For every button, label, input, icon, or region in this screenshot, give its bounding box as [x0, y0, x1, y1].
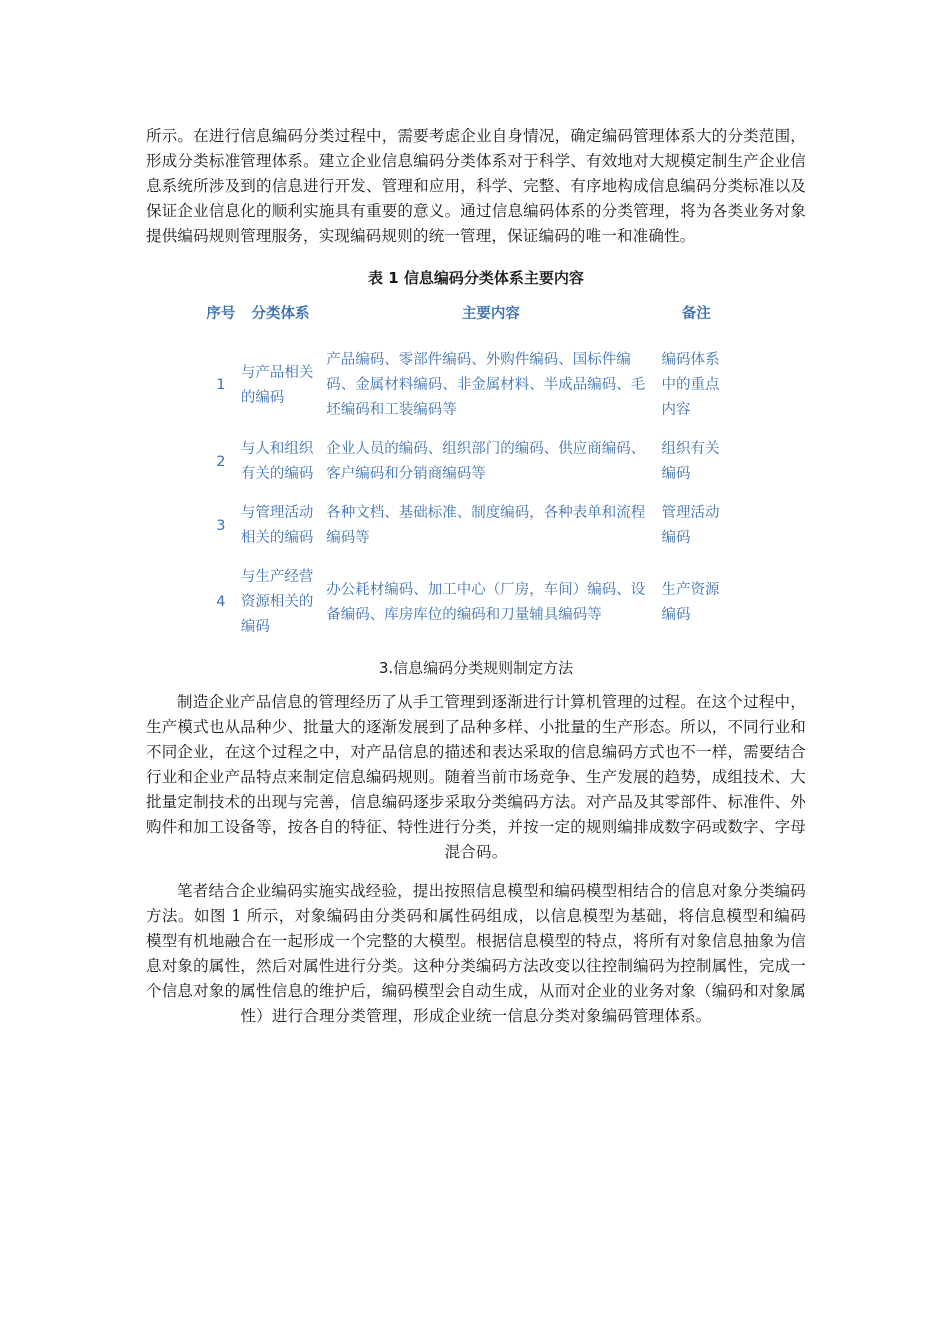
row-note: 组织有关编码 [661, 441, 720, 482]
row-note: 管理活动编码 [661, 505, 720, 546]
row-no: 4 [216, 594, 226, 610]
row-no: 1 [216, 377, 226, 393]
paragraph-gap [146, 865, 806, 879]
row-content: 企业人员的编码、组织部门的编码、供应商编码、客户编码和分销商编码等 [326, 441, 646, 482]
header-category: 分类体系 [251, 306, 310, 322]
document-page [146, 124, 806, 1029]
table-header-row [204, 302, 734, 341]
header-no: 序号 [206, 306, 236, 322]
body-paragraph-2: 制造企业产品信息的管理经历了从手工管理到逐渐进行计算机管理的过程。在这个过程中，生产模式也从品种少、批量大的逐渐发展到了品种多样、小批量的生产形态。所以，不同行业和不同企业，在这个过程之中，对产品信息的描述和表达采取的信息编码方式也不一样，需要结合行业和企业产品特点来制定信息编码规则。随着当前市场竞争、生产发展的趋势，成组技术、大批量定制技术的出现与完善，信息编码逐步采取分类编码方法。对产品及其零部件、标准件、外购件和加工设备等，按各自的特征、特性进行分类，并按一定的规则编排成数字码或数字、字母混合码。 [146, 693, 806, 861]
row-no: 3 [216, 517, 226, 534]
header-content: 主要内容 [461, 306, 520, 322]
body-paragraph-3: 笔者结合企业编码实施实战经验，提出按照信息模型和编码模型相结合的信息对象分类编码方法。如图 1 所示，对象编码由分类码和属性码组成，以信息模型为基础，将信息模型和编码模型有机地融合在一起形成一个完整的大模型。根据信息模型的特点，将所有对象信息抽象为信息对象的属性，然后对属性进行分类。这种分类编码方法改变以往控制编码为控制属性，完成一个信息对象的属性信息的维护后，编码模型会自动生成，从而对企业的业务对象（编码和对象属性）进行合理分类管理，形成企业统一信息分类对象编码管理体系。 [146, 882, 806, 1025]
row-no: 2 [216, 453, 226, 470]
table-row [204, 430, 734, 494]
encoding-classification-table [204, 302, 734, 647]
table-row [204, 558, 734, 647]
row-category: 与产品相关的编码 [240, 364, 314, 406]
table-caption: 表 1 信息编码分类体系主要内容 [368, 269, 584, 287]
row-note: 生产资源编码 [661, 581, 720, 623]
table-row [204, 494, 734, 558]
intro-paragraph: 所示。在进行信息编码分类过程中，需要考虑企业自身情况，确定编码管理体系大的分类范围，形成分类标准管理体系。建立企业信息编码分类体系对于科学、有效地对大规模定制生产企业信息系统所涉及到的信息进行开发、管理和应用，科学、完整、有序地构成信息编码分类标准以及保证企业信息化的顺利实施具有重要的意义。通过信息编码体系的分类管理，将为各类业务对象提供编码规则管理服务，实现编码规则的统一管理，保证编码的唯一和准确性。 [146, 127, 806, 245]
row-content: 各种文档、基础标准、制度编码，各种表单和流程编码等 [326, 505, 646, 546]
row-note: 编码体系中的重点内容 [661, 352, 720, 418]
section-heading: 3.信息编码分类规则制定方法 [378, 659, 574, 677]
row-category: 与人和组织有关的编码 [240, 441, 314, 482]
row-content: 办公耗材编码、加工中心（厂房，车间）编码、设备编码、库房库位的编码和刀量辅具编码等 [326, 581, 646, 623]
row-content: 产品编码、零部件编码、外购件编码、国标件编码、金属材料编码、非金属材料、半成品编码、毛坯编码和工装编码等 [326, 352, 646, 418]
row-category: 与生产经营资源相关的编码 [240, 569, 314, 635]
header-note: 备注 [681, 306, 711, 322]
row-category: 与管理活动相关的编码 [240, 505, 314, 546]
table-row [204, 341, 734, 430]
